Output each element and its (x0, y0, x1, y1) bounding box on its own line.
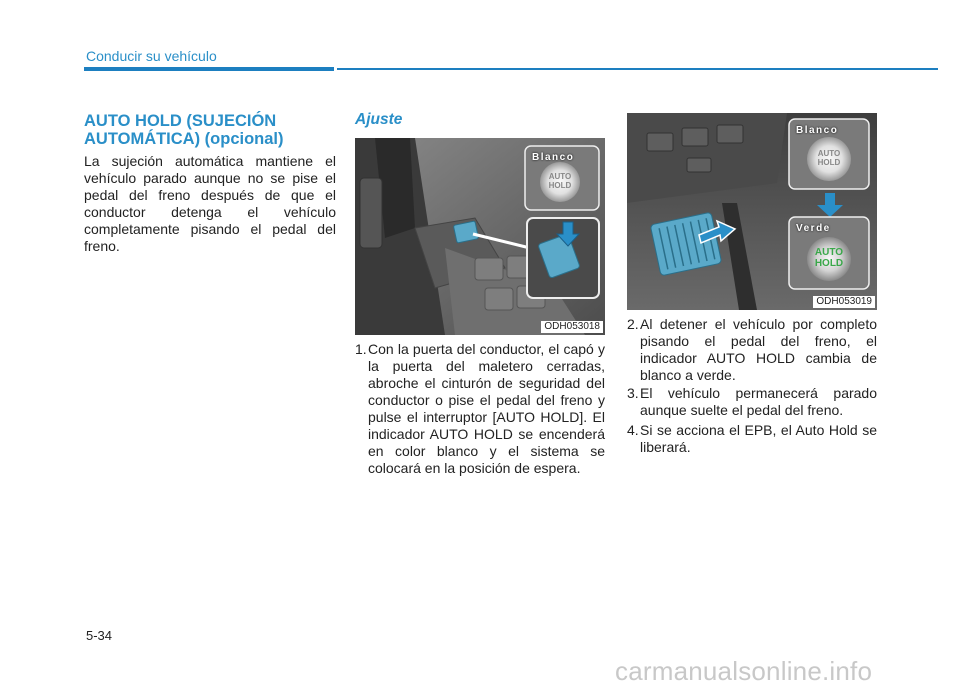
heading-ajuste: Ajuste (355, 111, 403, 128)
figure-code: ODH053018 (541, 321, 603, 333)
step-number: 4. (627, 422, 639, 438)
step-text: El vehículo permanecerá parado aunque suelte el pedal del freno. (640, 385, 877, 418)
indicator-text-hold: HOLD (548, 181, 572, 190)
watermark: carmanualsonline.info (615, 656, 873, 686)
indicator-label-white: Blanco (796, 125, 839, 136)
step-number: 3. (627, 385, 639, 401)
indicator-label-white: Blanco (532, 152, 575, 163)
indicator-text-auto: AUTO (548, 172, 572, 181)
pedal-illustration (627, 113, 877, 310)
header-rule-thin (337, 68, 938, 70)
step-text: Con la puerta del conductor, el capó y la puerta del maletero cerradas, abroche el cinturón de seguridad del conductor o pise el pedal del freno y pulse el interruptor [AUTO HOLD]. El indicador AUTO HOLD se encenderá en color blanco y el sistema se colocará en la posición de espera. (368, 341, 605, 476)
figure-brake-pedal (627, 113, 877, 310)
figure-console-switch (355, 138, 605, 335)
header-rule-thick (84, 67, 334, 71)
indicator-text-auto: AUTO (817, 149, 841, 158)
section-title: Conducir su vehículo (86, 48, 217, 64)
heading-auto-hold: AUTO HOLD (SUJECIÓN AUTOMÁTICA) (opcional) (84, 112, 284, 148)
figure-code: ODH053019 (813, 296, 875, 308)
indicator-auto-hold-white (540, 172, 580, 190)
indicator-text-hold: HOLD (817, 158, 841, 167)
step-text: Si se acciona el EPB, el Auto Hold se liberará. (640, 422, 877, 455)
step-number: 2. (627, 316, 639, 332)
step-1 (355, 341, 605, 477)
indicator-auto-hold-white (809, 149, 849, 167)
console-illustration (355, 138, 605, 335)
step-2 (627, 316, 877, 384)
indicator-text-hold: HOLD (814, 258, 844, 269)
page-number: 5-34 (86, 628, 113, 643)
step-3 (627, 385, 877, 419)
intro-paragraph: La sujeción automática mantiene el vehículo parado aunque no se pise el pedal del freno después de que el conductor detenga el vehículo completamente pisando el pedal del freno. (84, 153, 336, 254)
indicator-text-auto: AUTO (814, 247, 844, 258)
indicator-label-green: Verde (796, 223, 831, 234)
indicator-auto-hold-green (809, 247, 849, 269)
step-4 (627, 422, 877, 456)
step-text: Al detener el vehículo por completo pisando el pedal del freno, el indicador AUTO HOLD cambia de blanco a verde. (640, 316, 877, 383)
step-number: 1. (355, 341, 367, 357)
